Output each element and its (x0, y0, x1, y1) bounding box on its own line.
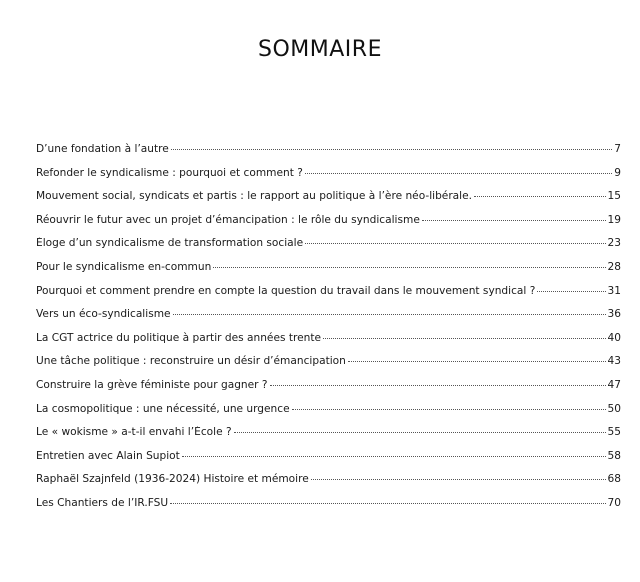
toc-entry-title: Les Chantiers de l’IR.FSU (36, 496, 169, 509)
dot-leader (171, 149, 612, 150)
toc-entry-page: 43 (607, 355, 621, 368)
dot-leader (311, 479, 606, 480)
toc-entry-page: 70 (607, 496, 621, 509)
toc-entry-title: Refonder le syndicalisme : pourquoi et comment ? (36, 166, 303, 179)
toc-entry-page: 40 (607, 331, 621, 344)
dot-leader (173, 314, 606, 315)
toc-entry[interactable] (36, 214, 621, 238)
toc-entry-page: 31 (607, 284, 621, 297)
page-title: SOMMAIRE (258, 37, 382, 62)
dot-leader (537, 291, 605, 292)
toc-entry[interactable] (36, 190, 621, 214)
toc-entry-page: 36 (607, 308, 621, 321)
dot-leader (305, 243, 605, 244)
toc-entry[interactable] (36, 426, 621, 450)
toc-entry[interactable] (36, 167, 621, 191)
toc-entry-page: 50 (607, 402, 621, 415)
toc-entry[interactable] (36, 332, 621, 356)
toc-entry-title: Une tâche politique : reconstruire un désir d’émancipation (36, 355, 346, 368)
toc-entry-page: 19 (607, 213, 621, 226)
dot-leader (305, 173, 612, 174)
toc-entry-page: 28 (607, 260, 621, 273)
toc-entry[interactable] (36, 143, 621, 167)
toc-entry[interactable] (36, 403, 621, 427)
toc-entry-title: La cosmopolitique : une nécessité, une urgence (36, 402, 290, 415)
toc-entry-page: 58 (607, 449, 621, 462)
toc-entry[interactable] (36, 473, 621, 497)
toc-entry-title: Vers un éco-syndicalisme (36, 308, 171, 321)
toc-entry-title: Entretien avec Alain Supiot (36, 449, 180, 462)
toc-entry[interactable] (36, 450, 621, 474)
toc-entry[interactable] (36, 379, 621, 403)
dot-leader (170, 503, 605, 504)
toc-entry-title: Raphaël Szajnfeld (1936-2024) Histoire et mémoire (36, 473, 309, 486)
toc-entry[interactable] (36, 497, 621, 521)
dot-leader (323, 338, 605, 339)
toc-entry-page: 55 (607, 426, 621, 439)
toc-entry-title: Éloge d’un syndicalisme de transformation sociale (36, 237, 304, 250)
toc-entry[interactable] (36, 285, 621, 309)
dot-leader (234, 432, 606, 433)
toc-entry-title: Mouvement social, syndicats et partis : le rapport au politique à l’ère néo-libérale. (36, 190, 472, 203)
dot-leader (270, 385, 606, 386)
toc-entry-title: Pourquoi et comment prendre en compte la question du travail dans le mouvement syndical ? (36, 284, 536, 297)
toc-entry[interactable] (36, 261, 621, 285)
toc-entry-title: Pour le syndicalisme en-commun (36, 260, 212, 273)
dot-leader (182, 456, 606, 457)
dot-leader (292, 409, 606, 410)
dot-leader (474, 196, 606, 197)
dot-leader (422, 220, 606, 221)
toc-entry-page: 7 (614, 143, 621, 155)
table-of-contents (36, 143, 621, 521)
toc-entry-page: 15 (607, 190, 621, 203)
toc-entry-page: 9 (614, 166, 621, 179)
toc-entry-page: 23 (607, 237, 621, 250)
toc-entry-title: Le « wokisme » a-t-il envahi l’École ? (36, 426, 232, 439)
toc-entry[interactable] (36, 308, 621, 332)
toc-entry[interactable] (36, 237, 621, 261)
toc-entry[interactable] (36, 355, 621, 379)
toc-entry-title: Réouvrir le futur avec un projet d’émancipation : le rôle du syndicalisme (36, 213, 420, 226)
toc-entry-title: D’une fondation à l’autre (36, 143, 169, 155)
dot-leader (348, 361, 606, 362)
toc-entry-title: Construire la grève féministe pour gagner ? (36, 378, 268, 391)
toc-entry-title: La CGT actrice du politique à partir des années trente (36, 331, 322, 344)
toc-entry-page: 68 (607, 473, 621, 486)
dot-leader (213, 267, 605, 268)
toc-entry-page: 47 (607, 378, 621, 391)
